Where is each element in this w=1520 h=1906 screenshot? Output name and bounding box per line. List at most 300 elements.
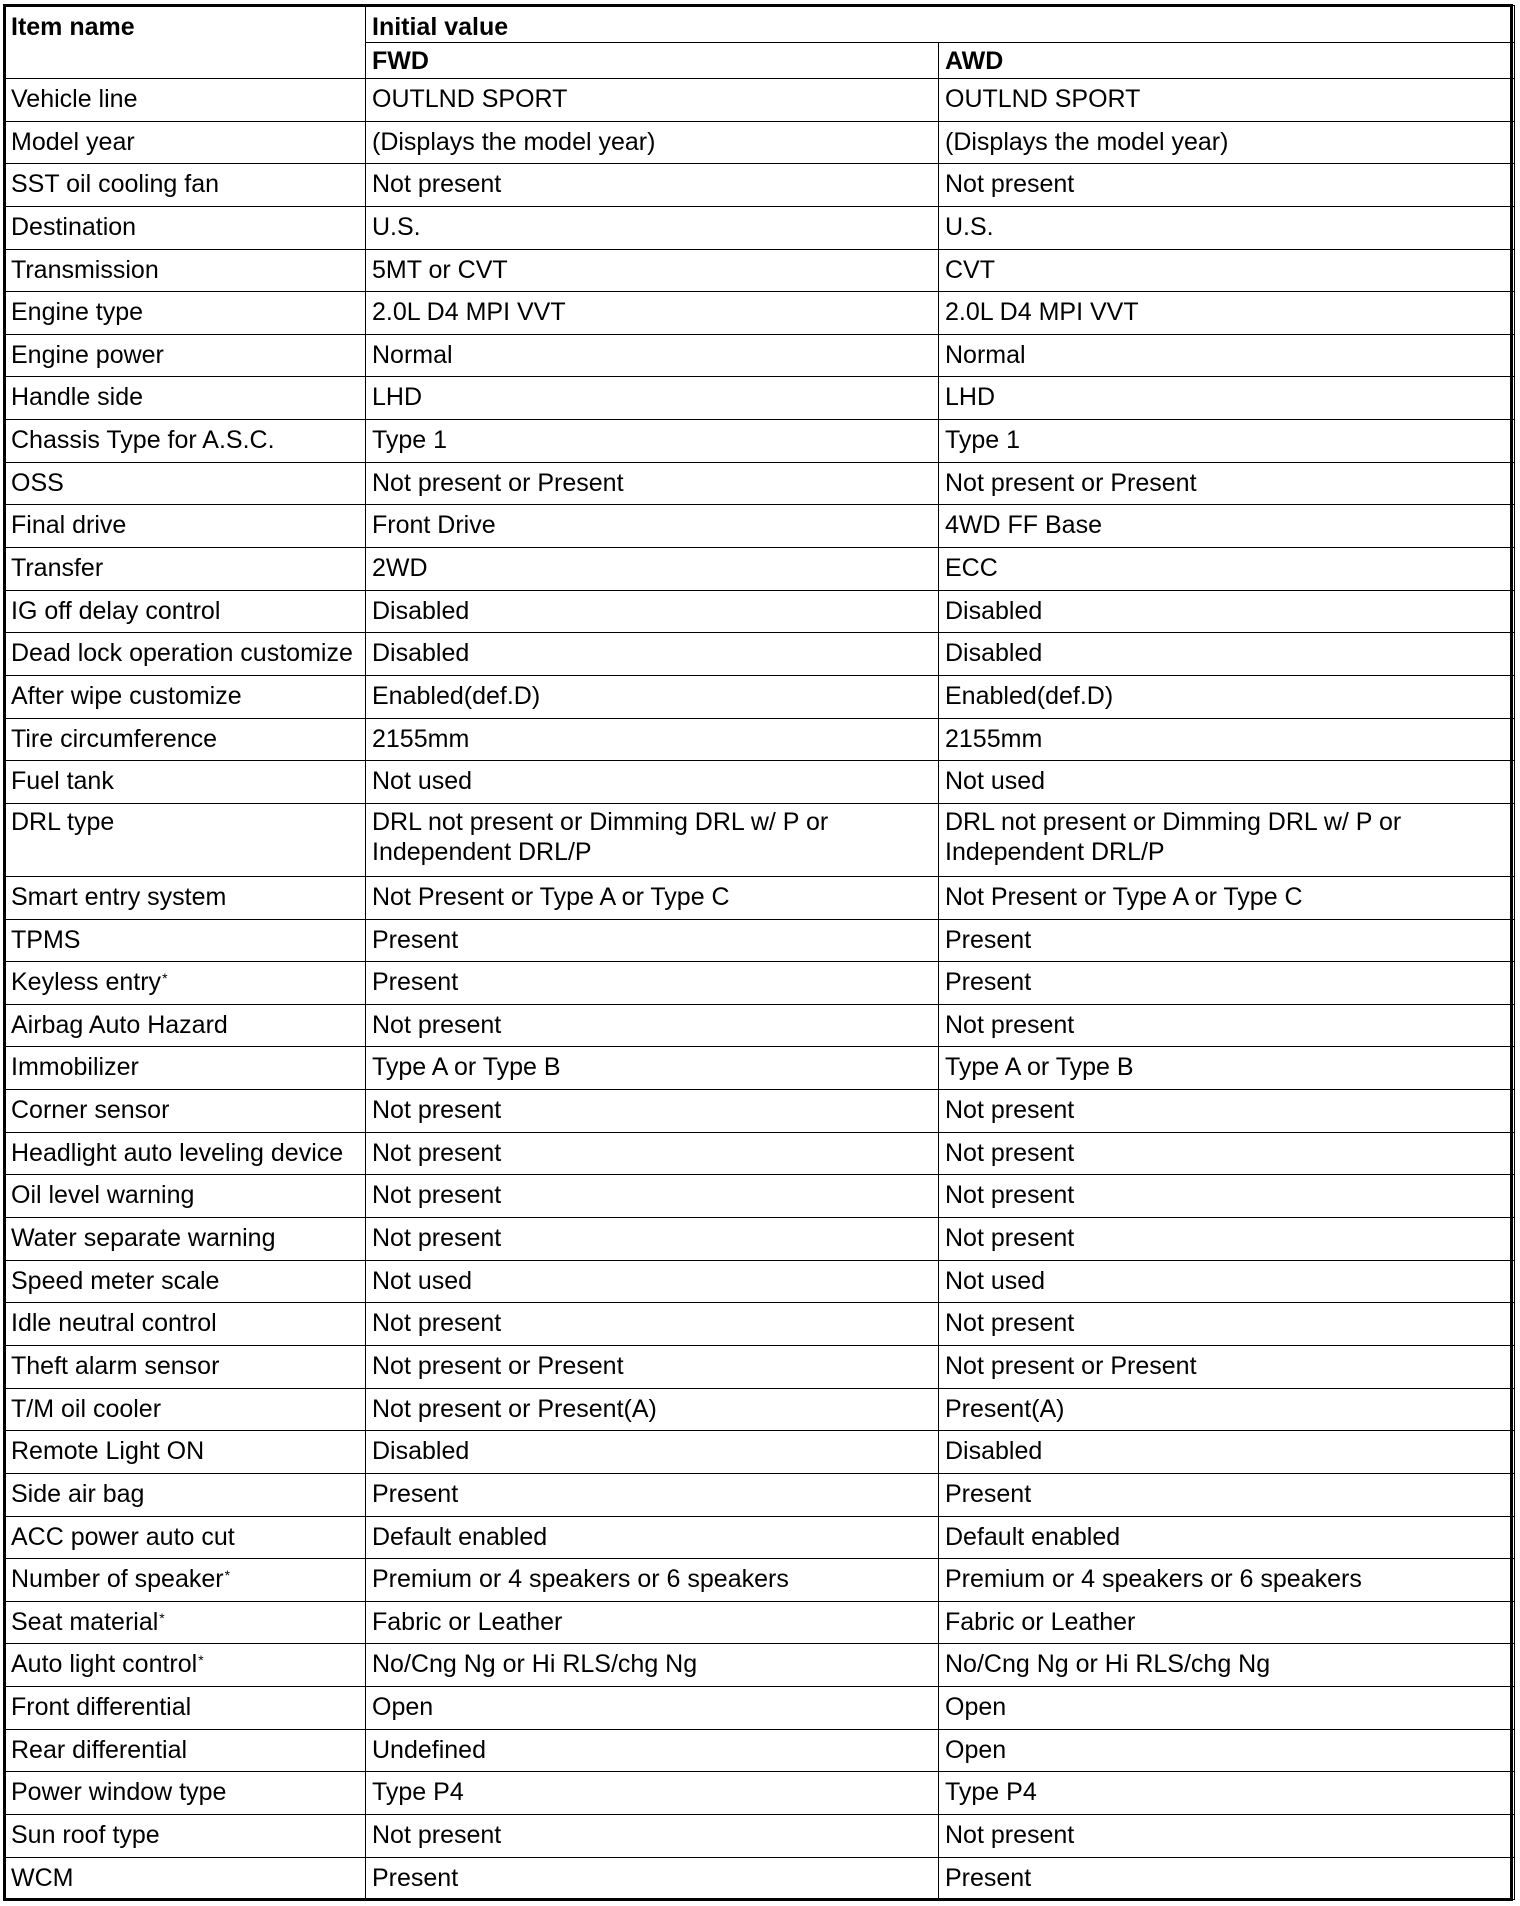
item-name-cell bbox=[5, 1814, 366, 1857]
fwd-value-cell bbox=[366, 420, 939, 463]
item-name-cell bbox=[5, 1644, 366, 1687]
awd-value-text: Type P4 bbox=[945, 1778, 1037, 1807]
item-name-cell bbox=[5, 761, 366, 804]
awd-value-cell bbox=[939, 1516, 1515, 1559]
item-name-cell bbox=[5, 962, 366, 1005]
item-name-cell bbox=[5, 1516, 366, 1559]
awd-value-text: Premium or 4 speakers or 6 speakers bbox=[945, 1565, 1362, 1594]
item-name-cell bbox=[5, 206, 366, 249]
fwd-value-cell bbox=[366, 1644, 939, 1687]
fwd-value-text: Type 1 bbox=[372, 426, 448, 455]
item-name-text: Water separate warning bbox=[11, 1224, 276, 1253]
fwd-value-cell bbox=[366, 79, 939, 122]
item-name-text: Smart entry system bbox=[11, 882, 227, 911]
item-name-text: Keyless entry bbox=[11, 968, 162, 997]
item-name-text: Side air bag bbox=[11, 1479, 145, 1508]
fwd-value-text: Present bbox=[372, 925, 459, 954]
fwd-value-text: 5MT or CVT bbox=[372, 255, 508, 284]
item-name-cell bbox=[5, 79, 366, 122]
fwd-value-cell bbox=[366, 1004, 939, 1047]
table-row bbox=[5, 462, 1515, 505]
awd-value-cell bbox=[939, 1644, 1515, 1687]
table-row bbox=[5, 1473, 1515, 1516]
awd-value-text: 2.0L D4 MPI VVT bbox=[945, 298, 1139, 327]
item-name-cell bbox=[5, 249, 366, 292]
item-name-text: Model year bbox=[11, 127, 135, 156]
fwd-value-cell bbox=[366, 1687, 939, 1730]
fwd-value-cell bbox=[366, 761, 939, 804]
fwd-value-cell bbox=[366, 164, 939, 207]
header-row-1 bbox=[5, 6, 1515, 43]
fwd-value-cell bbox=[366, 548, 939, 591]
awd-value-text: Not present bbox=[945, 1820, 1075, 1849]
fwd-value-cell bbox=[366, 1175, 939, 1218]
fwd-value-text: Type P4 bbox=[372, 1778, 464, 1807]
item-name-cell bbox=[5, 1559, 366, 1602]
awd-value-cell bbox=[939, 761, 1515, 804]
item-name-text: SST oil cooling fan bbox=[11, 170, 219, 199]
awd-value-cell bbox=[939, 121, 1515, 164]
table-row bbox=[5, 1814, 1515, 1857]
fwd-value-cell bbox=[366, 876, 939, 919]
item-name-cell bbox=[5, 1260, 366, 1303]
awd-value-cell bbox=[939, 1388, 1515, 1431]
table-row bbox=[5, 1047, 1515, 1090]
table-row bbox=[5, 1516, 1515, 1559]
awd-value-text: Open bbox=[945, 1693, 1007, 1722]
awd-value-cell bbox=[939, 718, 1515, 761]
table-row bbox=[5, 1260, 1515, 1303]
fwd-value-cell bbox=[366, 1090, 939, 1133]
fwd-value-text: No/Cng Ng or Hi RLS/chg Ng bbox=[372, 1650, 698, 1679]
awd-value-text: Normal bbox=[945, 340, 1026, 369]
fwd-value-cell bbox=[366, 962, 939, 1005]
item-name-text: Speed meter scale bbox=[11, 1266, 220, 1295]
fwd-value-text: U.S. bbox=[372, 212, 421, 241]
fwd-value-text: LHD bbox=[372, 383, 423, 412]
item-name-text: Airbag Auto Hazard bbox=[11, 1010, 228, 1039]
awd-value-text: Present bbox=[945, 925, 1032, 954]
awd-value-cell bbox=[939, 334, 1515, 377]
table-row bbox=[5, 1345, 1515, 1388]
awd-value-text: Type 1 bbox=[945, 426, 1021, 455]
fwd-value-text: Not present bbox=[372, 1309, 502, 1338]
item-name-cell bbox=[5, 164, 366, 207]
awd-value-cell bbox=[939, 1090, 1515, 1133]
table-header bbox=[5, 6, 1515, 79]
table-row bbox=[5, 377, 1515, 420]
fwd-value-cell bbox=[366, 718, 939, 761]
spec-table bbox=[4, 5, 1515, 1900]
fwd-value-cell bbox=[366, 1814, 939, 1857]
awd-value-cell bbox=[939, 1814, 1515, 1857]
table-row bbox=[5, 761, 1515, 804]
item-name-text: Chassis Type for A.S.C. bbox=[11, 426, 275, 455]
item-name-cell bbox=[5, 548, 366, 591]
fwd-value-text: Fabric or Leather bbox=[372, 1607, 563, 1636]
table-row bbox=[5, 1388, 1515, 1431]
awd-value-cell bbox=[939, 1729, 1515, 1772]
awd-value-text: Not used bbox=[945, 1266, 1046, 1295]
item-name-text: WCM bbox=[11, 1863, 74, 1892]
item-name-text: Engine type bbox=[11, 298, 144, 327]
awd-value-text: Enabled(def.D) bbox=[945, 681, 1114, 710]
item-name-text: OSS bbox=[11, 468, 64, 497]
table-row bbox=[5, 334, 1515, 377]
fwd-value-text: Not present bbox=[372, 1820, 502, 1849]
fwd-value-text: Not used bbox=[372, 1266, 473, 1295]
fwd-value-cell bbox=[366, 1260, 939, 1303]
item-name-cell bbox=[5, 718, 366, 761]
item-name-cell bbox=[5, 675, 366, 718]
footnote-mark: * bbox=[159, 1609, 165, 1626]
item-name-text: Oil level warning bbox=[11, 1181, 195, 1210]
awd-header: AWD bbox=[939, 43, 1515, 79]
fwd-value-cell bbox=[366, 633, 939, 676]
fwd-value-text: OUTLND SPORT bbox=[372, 85, 568, 113]
fwd-value-cell bbox=[366, 377, 939, 420]
fwd-value-text: Front Drive bbox=[372, 511, 496, 540]
item-name-text: Sun roof type bbox=[11, 1820, 160, 1849]
fwd-value-cell bbox=[366, 121, 939, 164]
item-name-cell bbox=[5, 803, 366, 876]
awd-value-cell bbox=[939, 79, 1515, 122]
item-name-cell bbox=[5, 1772, 366, 1815]
awd-value-text: DRL not present or Dimming DRL w/ P or bbox=[945, 807, 1402, 836]
awd-value-cell bbox=[939, 1687, 1515, 1730]
item-name-text: Headlight auto leveling device bbox=[11, 1138, 344, 1167]
awd-value-cell bbox=[939, 919, 1515, 962]
table-row bbox=[5, 1729, 1515, 1772]
item-name-cell bbox=[5, 420, 366, 463]
fwd-value-cell bbox=[366, 1431, 939, 1474]
table-row bbox=[5, 590, 1515, 633]
awd-value-text: Default enabled bbox=[945, 1522, 1121, 1551]
item-name-text: Seat material bbox=[11, 1607, 159, 1636]
awd-value-text: Fabric or Leather bbox=[945, 1607, 1136, 1636]
awd-value-cell bbox=[939, 1132, 1515, 1175]
fwd-value-text: Not present or Present bbox=[372, 1351, 624, 1380]
awd-value-text: Not present bbox=[945, 1224, 1075, 1253]
table-row bbox=[5, 1218, 1515, 1261]
table-row bbox=[5, 962, 1515, 1005]
item-name-cell bbox=[5, 121, 366, 164]
item-name-cell bbox=[5, 1303, 366, 1346]
awd-value-text: Not present bbox=[945, 170, 1075, 199]
item-name-cell bbox=[5, 1857, 366, 1900]
item-name-cell bbox=[5, 1687, 366, 1730]
fwd-value-text: Undefined bbox=[372, 1735, 486, 1764]
item-name-text: Handle side bbox=[11, 383, 144, 412]
table-row bbox=[5, 675, 1515, 718]
fwd-value-text: Not present bbox=[372, 170, 502, 199]
awd-value-cell bbox=[939, 292, 1515, 335]
awd-value-cell bbox=[939, 803, 1515, 876]
fwd-value-text-line2: Independent DRL/P bbox=[372, 837, 592, 866]
awd-value-text: (Displays the model year) bbox=[945, 127, 1229, 156]
table-row bbox=[5, 1857, 1515, 1900]
fwd-value-cell bbox=[366, 1303, 939, 1346]
awd-value-text: Disabled bbox=[945, 1437, 1043, 1466]
item-name-text: Idle neutral control bbox=[11, 1309, 217, 1338]
awd-value-text: Not used bbox=[945, 767, 1046, 796]
item-name-cell bbox=[5, 334, 366, 377]
fwd-value-cell bbox=[366, 1772, 939, 1815]
item-name-cell bbox=[5, 292, 366, 335]
item-name-text: Corner sensor bbox=[11, 1096, 170, 1125]
awd-value-cell bbox=[939, 1601, 1515, 1644]
awd-value-text: OUTLND SPORT bbox=[945, 85, 1141, 113]
fwd-value-cell bbox=[366, 803, 939, 876]
table-row bbox=[5, 919, 1515, 962]
item-name-text: Vehicle line bbox=[11, 85, 138, 113]
awd-value-cell bbox=[939, 505, 1515, 548]
fwd-value-text: Enabled(def.D) bbox=[372, 681, 541, 710]
awd-value-text: Disabled bbox=[945, 596, 1043, 625]
fwd-value-text: 2WD bbox=[372, 554, 428, 583]
awd-value-cell bbox=[939, 1047, 1515, 1090]
awd-value-text: Not present or Present bbox=[945, 468, 1197, 497]
fwd-value-text: DRL not present or Dimming DRL w/ P or bbox=[372, 807, 829, 836]
fwd-value-cell bbox=[366, 1388, 939, 1431]
table-row bbox=[5, 420, 1515, 463]
awd-value-text: 4WD FF Base bbox=[945, 511, 1102, 540]
awd-value-cell bbox=[939, 249, 1515, 292]
fwd-value-text: Disabled bbox=[372, 596, 470, 625]
awd-value-text: Not present bbox=[945, 1010, 1075, 1039]
item-name-text: Dead lock operation customize bbox=[11, 639, 353, 668]
awd-value-cell bbox=[939, 675, 1515, 718]
item-name-cell bbox=[5, 1175, 366, 1218]
fwd-value-cell bbox=[366, 1345, 939, 1388]
fwd-value-text: Premium or 4 speakers or 6 speakers bbox=[372, 1565, 789, 1594]
table-row bbox=[5, 1431, 1515, 1474]
fwd-value-cell bbox=[366, 292, 939, 335]
fwd-value-cell bbox=[366, 590, 939, 633]
awd-value-text: Not present bbox=[945, 1309, 1075, 1338]
fwd-value-text: Not Present or Type A or Type C bbox=[372, 882, 730, 911]
fwd-value-cell bbox=[366, 1473, 939, 1516]
awd-value-text: Present bbox=[945, 968, 1032, 997]
awd-value-cell bbox=[939, 1260, 1515, 1303]
fwd-value-text: (Displays the model year) bbox=[372, 127, 656, 156]
fwd-value-text: Not used bbox=[372, 767, 473, 796]
item-name-header: Item name bbox=[5, 6, 366, 79]
item-name-cell bbox=[5, 1218, 366, 1261]
table-row bbox=[5, 1601, 1515, 1644]
awd-value-text: No/Cng Ng or Hi RLS/chg Ng bbox=[945, 1650, 1271, 1679]
item-name-text: Power window type bbox=[11, 1778, 227, 1807]
awd-value-cell bbox=[939, 1857, 1515, 1900]
footnote-mark: * bbox=[224, 1567, 231, 1584]
awd-value-text: Type A or Type B bbox=[945, 1053, 1134, 1082]
awd-value-text: Open bbox=[945, 1735, 1007, 1764]
item-name-cell bbox=[5, 1004, 366, 1047]
item-name-text: Fuel tank bbox=[11, 767, 114, 796]
table-row bbox=[5, 718, 1515, 761]
item-name-text: IG off delay control bbox=[11, 596, 221, 625]
table-body bbox=[5, 79, 1515, 1900]
table-row bbox=[5, 121, 1515, 164]
item-name-cell bbox=[5, 505, 366, 548]
table-row bbox=[5, 1559, 1515, 1602]
item-name-cell bbox=[5, 1345, 366, 1388]
fwd-value-text: Present bbox=[372, 968, 459, 997]
awd-value-cell bbox=[939, 1004, 1515, 1047]
fwd-value-cell bbox=[366, 1857, 939, 1900]
table-row bbox=[5, 505, 1515, 548]
awd-value-text-line2: Independent DRL/P bbox=[945, 837, 1165, 866]
awd-value-cell bbox=[939, 1559, 1515, 1602]
awd-value-text: Not Present or Type A or Type C bbox=[945, 882, 1303, 911]
item-name-cell bbox=[5, 1729, 366, 1772]
fwd-value-cell bbox=[366, 334, 939, 377]
fwd-value-text: Normal bbox=[372, 340, 453, 369]
item-name-cell bbox=[5, 1431, 366, 1474]
fwd-value-text: Not present bbox=[372, 1096, 502, 1125]
table-row bbox=[5, 1004, 1515, 1047]
awd-value-text: Not present bbox=[945, 1181, 1075, 1210]
fwd-value-text: Not present or Present bbox=[372, 468, 624, 497]
item-name-text: Transfer bbox=[11, 554, 104, 583]
item-name-text: Rear differential bbox=[11, 1735, 188, 1764]
fwd-value-text: 2155mm bbox=[372, 724, 470, 753]
table-row bbox=[5, 803, 1515, 876]
fwd-value-cell bbox=[366, 1559, 939, 1602]
item-name-text: Remote Light ON bbox=[11, 1437, 205, 1466]
item-name-text: Transmission bbox=[11, 255, 159, 284]
awd-value-text: U.S. bbox=[945, 212, 994, 241]
awd-value-cell bbox=[939, 1303, 1515, 1346]
item-name-cell bbox=[5, 590, 366, 633]
awd-value-cell bbox=[939, 462, 1515, 505]
fwd-value-text: Not present bbox=[372, 1010, 502, 1039]
item-name-cell bbox=[5, 1090, 366, 1133]
item-name-text: DRL type bbox=[11, 807, 115, 836]
table-row bbox=[5, 1090, 1515, 1133]
item-name-cell bbox=[5, 876, 366, 919]
awd-value-cell bbox=[939, 1175, 1515, 1218]
item-name-text: Final drive bbox=[11, 511, 127, 540]
fwd-value-cell bbox=[366, 1729, 939, 1772]
item-name-text: Immobilizer bbox=[11, 1053, 139, 1082]
item-name-cell bbox=[5, 1601, 366, 1644]
item-name-text: Destination bbox=[11, 212, 137, 241]
fwd-value-cell bbox=[366, 505, 939, 548]
fwd-value-cell bbox=[366, 919, 939, 962]
table-row bbox=[5, 292, 1515, 335]
table-row bbox=[5, 1772, 1515, 1815]
table-row bbox=[5, 206, 1515, 249]
item-name-text: Engine power bbox=[11, 340, 164, 369]
fwd-value-text: 2.0L D4 MPI VVT bbox=[372, 298, 566, 327]
awd-value-text: Disabled bbox=[945, 639, 1043, 668]
table-row bbox=[5, 164, 1515, 207]
fwd-value-text: Not present bbox=[372, 1181, 502, 1210]
awd-value-text: ECC bbox=[945, 554, 998, 583]
fwd-value-cell bbox=[366, 462, 939, 505]
awd-value-cell bbox=[939, 1345, 1515, 1388]
awd-value-cell bbox=[939, 1218, 1515, 1261]
table-row bbox=[5, 633, 1515, 676]
fwd-value-cell bbox=[366, 1132, 939, 1175]
fwd-value-text: Not present or Present(A) bbox=[372, 1394, 657, 1423]
fwd-value-cell bbox=[366, 675, 939, 718]
fwd-value-text: Disabled bbox=[372, 1437, 470, 1466]
item-name-text: Front differential bbox=[11, 1693, 192, 1722]
fwd-value-cell bbox=[366, 249, 939, 292]
item-name-cell bbox=[5, 1388, 366, 1431]
fwd-value-text: Open bbox=[372, 1693, 434, 1722]
fwd-value-text: Present bbox=[372, 1479, 459, 1508]
table-row bbox=[5, 1132, 1515, 1175]
awd-value-cell bbox=[939, 633, 1515, 676]
item-name-text: Number of speaker bbox=[11, 1565, 224, 1594]
fwd-value-text: Not present bbox=[372, 1138, 502, 1167]
awd-value-text: CVT bbox=[945, 255, 995, 284]
item-name-cell bbox=[5, 1047, 366, 1090]
awd-value-text: Not present bbox=[945, 1138, 1075, 1167]
item-name-text: ACC power auto cut bbox=[11, 1522, 235, 1551]
table-row bbox=[5, 548, 1515, 591]
table-row bbox=[5, 876, 1515, 919]
fwd-value-cell bbox=[366, 1218, 939, 1261]
fwd-value-cell bbox=[366, 1601, 939, 1644]
awd-value-cell bbox=[939, 420, 1515, 463]
table-row bbox=[5, 1687, 1515, 1730]
fwd-value-text: Disabled bbox=[372, 639, 470, 668]
item-name-text: Theft alarm sensor bbox=[11, 1351, 220, 1380]
awd-value-text: LHD bbox=[945, 383, 996, 412]
awd-value-cell bbox=[939, 206, 1515, 249]
table-row bbox=[5, 1644, 1515, 1687]
awd-value-text: Present bbox=[945, 1479, 1032, 1508]
item-name-text: Auto light control bbox=[11, 1650, 198, 1679]
footnote-mark: * bbox=[162, 970, 168, 987]
item-name-cell bbox=[5, 919, 366, 962]
fwd-value-text: Type A or Type B bbox=[372, 1053, 561, 1082]
fwd-value-cell bbox=[366, 206, 939, 249]
awd-value-cell bbox=[939, 876, 1515, 919]
fwd-value-text: Default enabled bbox=[372, 1522, 548, 1551]
item-name-cell bbox=[5, 1473, 366, 1516]
table-row bbox=[5, 249, 1515, 292]
awd-value-text: Not present bbox=[945, 1096, 1075, 1125]
fwd-value-cell bbox=[366, 1047, 939, 1090]
awd-value-cell bbox=[939, 548, 1515, 591]
fwd-value-cell bbox=[366, 1516, 939, 1559]
table-row bbox=[5, 1175, 1515, 1218]
item-name-text: After wipe customize bbox=[11, 681, 242, 710]
fwd-header: FWD bbox=[366, 43, 939, 79]
item-name-text: TPMS bbox=[11, 925, 81, 954]
table-row bbox=[5, 79, 1515, 122]
table-row bbox=[5, 1303, 1515, 1346]
item-name-cell bbox=[5, 1132, 366, 1175]
awd-value-cell bbox=[939, 1772, 1515, 1815]
item-name-cell bbox=[5, 633, 366, 676]
awd-value-text: Not present or Present bbox=[945, 1351, 1197, 1380]
item-name-text: Tire circumference bbox=[11, 724, 218, 753]
fwd-value-text: Not present bbox=[372, 1224, 502, 1253]
awd-value-cell bbox=[939, 590, 1515, 633]
item-name-cell bbox=[5, 462, 366, 505]
awd-value-cell bbox=[939, 164, 1515, 207]
awd-value-text: Present bbox=[945, 1863, 1032, 1892]
footnote-mark: * bbox=[198, 1652, 204, 1669]
awd-value-text: 2155mm bbox=[945, 724, 1043, 753]
initial-value-header: Initial value bbox=[366, 6, 1515, 43]
